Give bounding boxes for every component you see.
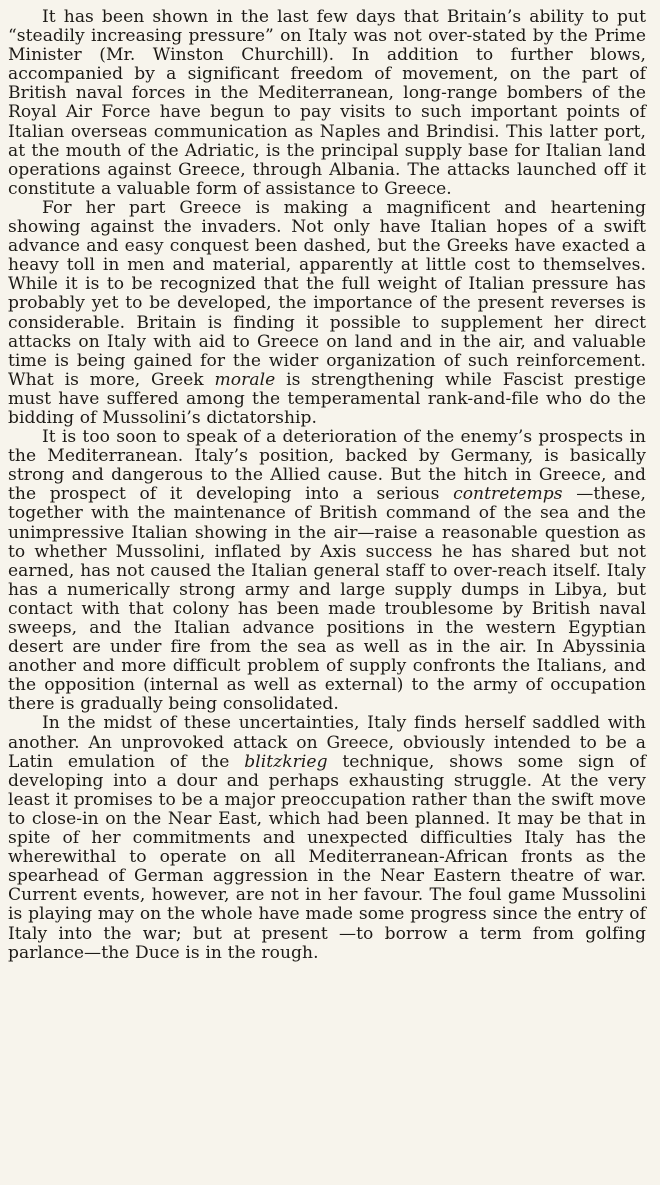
paragraph-2-text-b: is strengthening while Fascist prestige must have suffered among the temperamental rank-and-file who do the bidding of Mussolini’s dictatorship. — [8, 369, 646, 428]
paragraph-2-text-a: For her part Greece is making a magnificent and heartening showing against the invaders. Not only have Italian hopes of a swift advance and easy conquest been dashed, but the Greeks have exacted a heavy toll in men and material, apparently at little cost to themselves. While it is to be recognized that the full weight of Italian pressure has probably yet to be developed, the importance of the present reverses is considerable. Britain is finding it possible to supplement her direct attacks on Italy with aid to Greece on land and in the air, and valuable time is being gained for the wider organization of such reinforcement. What is more, Greek — [8, 197, 646, 390]
editorial-article — [8, 8, 646, 963]
paragraph-4 — [8, 714, 646, 962]
paragraph-2-italic-morale: morale — [214, 369, 276, 390]
paragraph-3 — [8, 428, 646, 714]
paragraph-4-text-a: In the midst of these uncertainties, Italy finds herself saddled with another. An unprovoked attack on Greece, obviously intended to be a Latin emulation of the — [8, 713, 646, 772]
paragraph-1 — [8, 8, 646, 199]
paragraph-3-italic-contretemps: contretemps — [453, 484, 563, 505]
paragraph-4-text-b: technique, shows some sign of developing into a dour and perhaps exhausting struggle. At the very least it promises to be a major preoccupation rather than the swift move to close-in on the Near East, which had been planned. It may be that in spite of her commitments and unexpected difficulties Italy has the wherewithal to operate on all Mediterranean-African fronts as the spearhead of German aggression in the Near Eastern theatre of war. Current events, however, are not in her favour. The foul game Mussolini is playing may on the whole have made some progress since the entry of Italy into the war; but at present —to borrow a term from golfing parlance—the Duce is in the rough. — [8, 751, 646, 963]
paragraph-2 — [8, 199, 646, 428]
paragraph-4-italic-blitzkrieg: blitzkrieg — [244, 751, 328, 772]
paragraph-3-text-b: —these, together with the maintenance of British command of the sea and the unimpressive Italian showing in the air—raise a reasonable question as to whether Mussolini, inflated by Axis success he has shared but not earned, has not caused the Italian general staff to over-reach itself. Italy has a numerically strong army and large supply dumps in Libya, but contact with that colony has been made troublesome by British naval sweeps, and the Italian advance positions in the western Egyptian desert are under fire from the sea as well as in the air. In Abyssinia another and more difficult problem of supply confronts the Italians, and the opposition (internal as well as external) to the army of occupation there is gradually being consolidated. — [8, 484, 646, 715]
paragraph-1-text: It has been shown in the last few days that Britain’s ability to put “steadily increasing pressure” on Italy was not over-stated by the Prime Minister (Mr. Winston Churchill). In addition to further blows, accompanied by a significant freedom of movement, on the part of British naval forces in the Mediterranean, long-range bombers of the Royal Air Force have begun to pay visits to such important points of Italian overseas communication as Naples and Brindisi. This latter port, at the mouth of the Adriatic, is the principal supply base for Italian land operations against Greece, through Albania. The attacks launched off it constitute a valuable form of assistance to Greece. — [8, 7, 646, 199]
paragraph-3-text-a: It is too soon to speak of a deterioration of the enemy’s prospects in the Mediterranean. Italy’s position, backed by Germany, is basically strong and dangerous to the Allied cause. But the hitch in Greece, and the prospect of it developing into a serious — [8, 427, 646, 505]
